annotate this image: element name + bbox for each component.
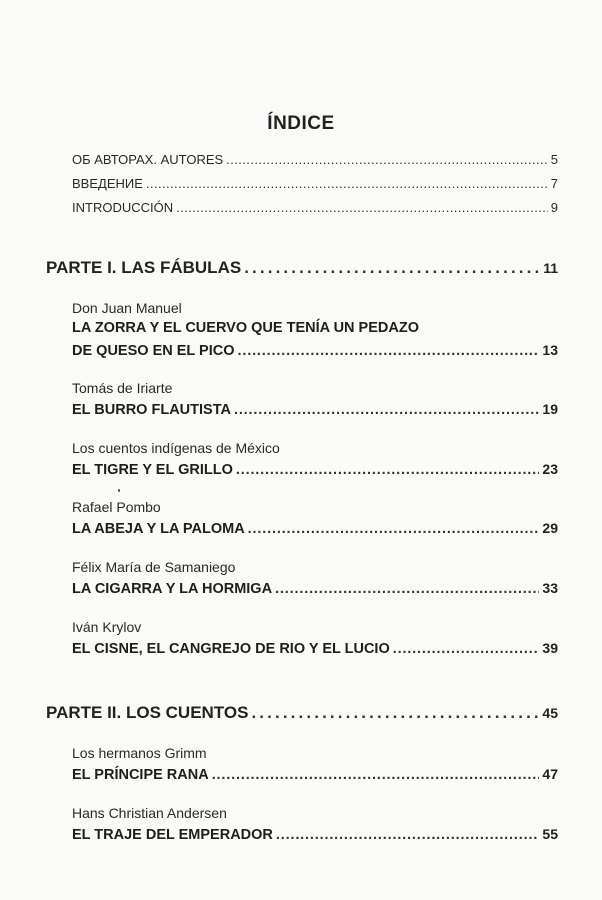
toc-part-1 (46, 258, 558, 278)
dot-leader (226, 152, 548, 167)
dot-leader (176, 200, 548, 215)
page-number: 55 (542, 826, 558, 842)
work-title-line: LA ZORRA Y EL CUERVO QUE TENÍA UN PEDAZO (72, 320, 419, 336)
work-title: DE QUESO EN EL PICO (72, 343, 235, 359)
page-number: 23 (542, 461, 558, 477)
toc-entry-work (72, 640, 558, 657)
work-title: EL BURRO FLAUTISTA (72, 402, 231, 418)
author-name: Los cuentos indígenas de México (72, 440, 280, 456)
dot-leader (251, 703, 539, 723)
toc-entry-introduction (72, 200, 558, 215)
part-label: PARTE II. LOS CUENTOS (46, 703, 249, 722)
entry-label: ВВЕДЕНИЕ (72, 176, 143, 191)
dot-leader (248, 521, 540, 537)
work-title: EL PRÍNCIPE RANA (72, 767, 209, 783)
work-title: EL CISNE, EL CANGREJO DE RIO Y EL LUCIO (72, 641, 390, 657)
entry-label: ОБ АВТОРАХ. AUTORES (72, 152, 224, 167)
dot-leader (393, 641, 540, 657)
author-name: Iván Krylov (72, 619, 142, 635)
part-label: PARTE I. LAS FÁBULAS (46, 258, 242, 277)
ink-speck (118, 489, 120, 492)
author-name: Los hermanos Grimm (72, 745, 207, 761)
author-name: Rafael Pombo (72, 499, 161, 515)
dot-leader (275, 581, 539, 597)
dot-leader (236, 462, 540, 478)
page-number: 39 (542, 640, 558, 656)
page-number: 11 (543, 260, 558, 276)
dot-leader (146, 176, 548, 191)
toc-entry-preface (72, 176, 558, 191)
work-title: EL TIGRE Y EL GRILLO (72, 462, 233, 478)
page-number: 13 (542, 342, 558, 358)
work-title: EL TRAJE DEL EMPERADOR (72, 827, 273, 843)
toc-entry-work (72, 580, 558, 597)
toc-entry-work (72, 401, 558, 418)
toc-part-2 (46, 703, 558, 723)
toc-entry-work (72, 520, 558, 537)
dot-leader (234, 402, 539, 418)
page-number: 33 (542, 580, 558, 596)
page-number: 7 (550, 176, 558, 191)
work-title: LA ABEJA Y LA PALOMA (72, 521, 245, 537)
page-number: 45 (542, 705, 558, 721)
toc-entry-work (72, 342, 558, 359)
toc-entry-work (72, 826, 558, 843)
toc-entry-work (72, 461, 558, 478)
page-number: 5 (550, 152, 558, 167)
page-number: 19 (542, 401, 558, 417)
author-name: Hans Christian Andersen (72, 805, 227, 821)
toc-entry-work (72, 766, 558, 783)
dot-leader (238, 343, 540, 359)
work-title: LA CIGARRA Y LA HORMIGA (72, 581, 273, 597)
author-name: Félix María de Samaniego (72, 559, 236, 575)
page-title: ÍNDICE (267, 113, 335, 134)
page-number: 29 (542, 520, 558, 536)
page-number: 47 (542, 766, 558, 782)
dot-leader (212, 767, 540, 783)
entry-label: INTRODUCCIÓN (72, 200, 174, 215)
author-name: Tomás de Iriarte (72, 380, 173, 396)
author-name: Don Juan Manuel (72, 300, 182, 316)
page-number: 9 (550, 200, 558, 215)
dot-leader (276, 827, 540, 843)
dot-leader (244, 258, 540, 278)
toc-entry-authors (72, 152, 558, 167)
